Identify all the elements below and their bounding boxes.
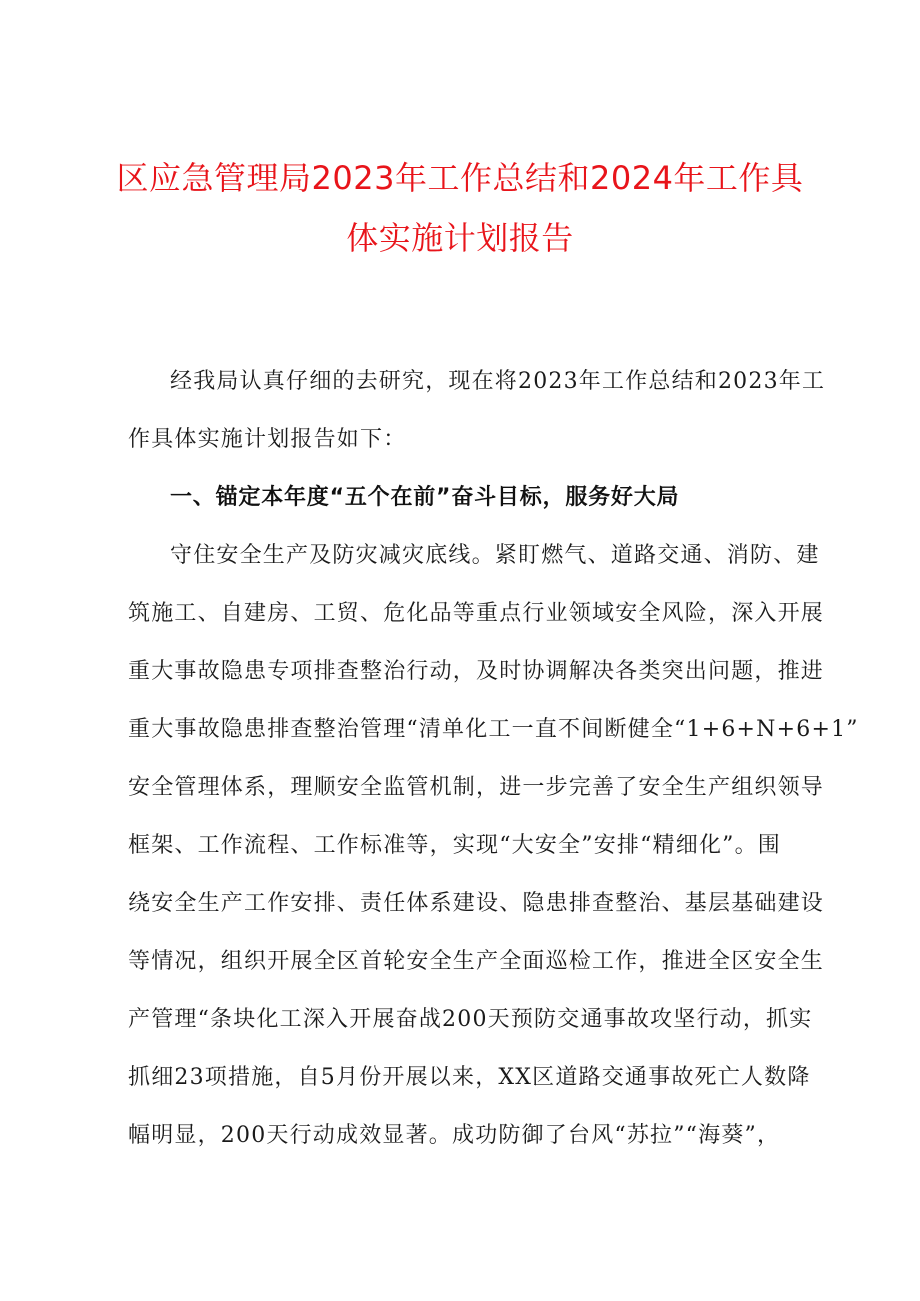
document-title-line-2: 体实施计划报告 [346,219,574,257]
document-title-line-1: 区应急管理局2023年工作总结和2024年工作具 [116,159,804,197]
intro-line-2: 作具体实施计划报告如下： [128,427,407,452]
body-line-10: 抓细23项措施，自5月份开展以来，XX区道路交通事故死亡人数降 [128,1065,811,1090]
intro-line-1: 经我局认真仔细的去研究，现在将2023年工作总结和2023年工 [170,369,826,394]
body-line-2: 筑施工、自建房、工贸、危化品等重点行业领域安全风险，深入开展 [128,601,825,626]
body-line-11: 幅明显，200天行动成效显著。成功防御了台风“苏拉”“海葵”， [128,1123,781,1148]
section-heading: 一、锚定本年度“五个在前”奋斗目标，服务好大局 [170,485,680,510]
body-line-4: 重大事故隐患排查整治管理“清单化工一直不间断健全“1+6+N+6+1” [128,717,859,742]
body-line-1: 守住安全生产及防灾减灾底线。紧盯燃气、道路交通、消防、建 [170,543,820,568]
body-line-5: 安全管理体系，理顺安全监管机制，进一步完善了安全生产组织领导 [128,775,825,800]
body-line-6: 框架、工作流程、工作标准等，实现“大安全”安排“精细化”。围 [128,833,781,858]
body-line-7: 绕安全生产工作安排、责任体系建设、隐患排查整治、基层基础建设 [128,891,825,916]
body-line-8: 等情况，组织开展全区首轮安全生产全面巡检工作，推进全区安全生 [128,949,825,974]
body-line-9: 产管理“条块化工深入开展奋战200天预防交通事故攻坚行动，抓实 [128,1007,813,1032]
body-line-3: 重大事故隐患专项排查整治行动，及时协调解决各类突出问题，推进 [128,659,825,684]
